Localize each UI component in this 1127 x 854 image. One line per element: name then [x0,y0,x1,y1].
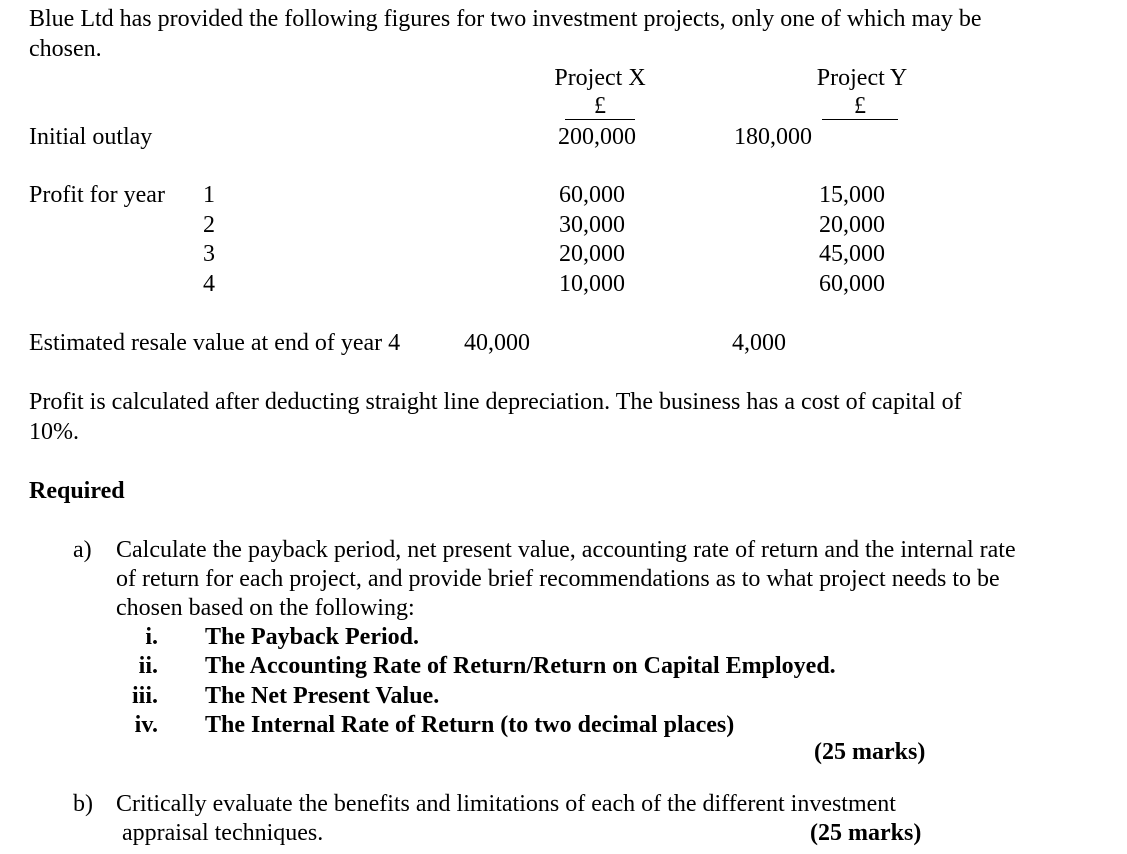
part-b-marks: (25 marks) [810,820,922,846]
resale-x: 40,000 [464,330,530,356]
initial-outlay-y: 180,000 [734,124,812,150]
initial-outlay-x: 200,000 [558,124,636,150]
list-item: The Net Present Value. [205,683,440,709]
project-x-currency: £ [594,93,606,119]
profit-x-value: 60,000 [559,182,625,208]
resale-label: Estimated resale value at end of year 4 [29,330,401,356]
profit-y-value: 60,000 [819,271,885,297]
part-a-line-3: chosen based on the following: [116,595,415,621]
intro-line-1: Blue Ltd has provided the following figures for two investment projects, only one of which may be [29,6,982,32]
part-a-line-2: of return for each project, and provide brief recommendations as to what project needs to be [116,566,1000,592]
note-line-2: 10%. [29,419,79,445]
profit-label: Profit for year [29,182,165,208]
list-item: The Payback Period. [205,624,419,650]
part-b-line-1: Critically evaluate the benefits and limitations of each of the different investment [116,791,896,817]
note-line-1: Profit is calculated after deducting straight line depreciation. The business has a cost of capital of [29,389,962,415]
list-numeral: ii. [138,653,158,679]
list-numeral: iii. [131,683,158,709]
part-a-line-1: Calculate the payback period, net present value, accounting rate of return and the internal rate [116,537,1016,563]
profit-year: 1 [203,182,215,208]
required-heading: Required [29,478,125,504]
initial-outlay-label: Initial outlay [29,124,153,150]
profit-x-value: 20,000 [559,241,625,267]
list-item: The Accounting Rate of Return/Return on Capital Employed. [205,653,836,679]
profit-x-value: 10,000 [559,271,625,297]
profit-y-value: 15,000 [819,182,885,208]
profit-year: 2 [203,212,215,238]
resale-y: 4,000 [732,330,786,356]
project-y-header: Project Y [816,65,908,91]
profit-year: 4 [203,271,215,297]
project-x-underline [565,119,635,120]
part-b-line-2: appraisal techniques. [122,820,324,846]
list-numeral: iv. [134,712,158,738]
part-b-marker: b) [73,791,93,817]
profit-x-value: 30,000 [559,212,625,238]
intro-line-2: chosen. [29,36,102,62]
project-y-underline [822,119,898,120]
profit-year: 3 [203,241,215,267]
list-numeral: i. [145,624,158,650]
part-a-marks: (25 marks) [814,739,926,765]
profit-y-value: 20,000 [819,212,885,238]
part-a-marker: a) [73,537,92,563]
project-x-header: Project X [554,65,646,91]
project-y-currency: £ [854,93,866,119]
profit-y-value: 45,000 [819,241,885,267]
list-item: The Internal Rate of Return (to two decimal places) [205,712,735,738]
